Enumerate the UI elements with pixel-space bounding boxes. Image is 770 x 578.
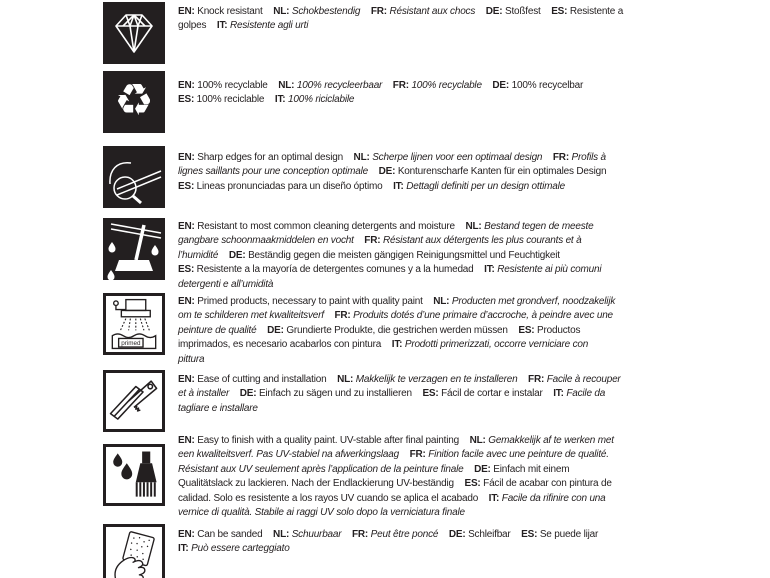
recycle-icon: ♻ — [103, 71, 165, 133]
lang-label: FR: — [392, 80, 409, 91]
feature-text-fr: FR: Produits dotés d’une primaire d’accroche, à peindre avec une peinture de qualité — [178, 310, 613, 336]
lang-label: IT: — [553, 388, 564, 400]
lang-label: FR: — [364, 235, 381, 247]
lang-label: EN: — [178, 6, 195, 17]
feature-text-nl: NL: Scherpe lijnen voor een optimaal design — [353, 152, 543, 163]
feature-row — [103, 2, 625, 64]
lang-label: IT: — [484, 264, 495, 276]
feature-text-it: IT: Dettagli definiti per un design ottimale — [393, 180, 565, 192]
feature-text-it: IT: Prodotti primerizzati, occorre verniciare con pittura — [178, 339, 589, 365]
lang-label: NL: — [278, 80, 295, 91]
feature-text-it: IT: Resistente ai più comuni detergenti e all’umidità — [178, 264, 602, 290]
feature-text-en: EN: Sharp edges for an optimal design — [178, 152, 343, 163]
feature-text-de: DE: Konturenscharfe Kanten für ein optimales Design — [378, 166, 607, 178]
feature-text-nl: NL: Makkelijk te verzagen en te installeren — [337, 374, 518, 385]
feature-text-nl: NL: Schokbestendig — [273, 6, 361, 17]
feature-text-en: EN: Ease of cutting and installation — [178, 374, 327, 385]
lang-label: EN: — [178, 221, 195, 232]
feature-text-nl: NL: Producten met grondverf, noodzakelijk om te schilderen met kwaliteitsverf — [178, 296, 616, 322]
feature-text-es: ES: 100% reciclable — [178, 94, 265, 106]
feature-text-de: DE: Grundierte Produkte, die gestrichen werden müssen — [267, 324, 508, 336]
lang-label: ES: — [551, 6, 568, 17]
feature-text-es: ES: Lineas pronunciadas para un diseño óptimo — [178, 180, 383, 192]
lang-label: IT: — [488, 492, 500, 504]
lang-label: IT: — [178, 543, 189, 555]
feature-text-it: IT: Facile da tagliare e installare — [178, 388, 606, 414]
primer-spray-icon — [103, 293, 165, 355]
lang-label: ES: — [521, 529, 538, 540]
lang-label: DE: — [239, 388, 257, 400]
feature-text-en: EN: Primed products, necessary to paint with quality paint — [178, 296, 423, 307]
saw-cutting-icon — [103, 370, 165, 432]
feature-descriptions — [178, 295, 625, 367]
sharp-edges-icon — [103, 146, 165, 208]
lang-label: IT: — [391, 339, 403, 351]
feature-text-de: DE: Einfach mit einem Qualitätslack zu lackieren. Nach der Endlackierung UV-beständig — [178, 463, 570, 490]
lang-label: ES: — [518, 324, 535, 336]
feature-row — [103, 524, 625, 578]
feature-descriptions — [178, 79, 625, 108]
feature-descriptions — [178, 373, 625, 416]
feature-descriptions — [178, 434, 625, 520]
paint-brush-icon — [103, 444, 165, 506]
lang-label: DE: — [267, 324, 284, 336]
feature-text-it: IT: Facile da rifinire con una vernice di qualità. Stabile ai raggi UV solo dopo la verniciatura finale — [178, 492, 606, 519]
feature-text-en: EN: Can be sanded — [178, 529, 263, 540]
feature-text-de: DE: 100% recycelbar — [492, 80, 584, 91]
lang-label: IT: — [216, 20, 228, 32]
lang-label: FR: — [528, 374, 545, 385]
lang-label: NL: — [273, 6, 290, 17]
feature-row — [103, 146, 625, 208]
lang-label: NL: — [469, 435, 486, 446]
lang-label: FR: — [409, 449, 426, 461]
feature-text-fr: FR: Finition facile avec une peinture de qualité. Résistant aux UV seulement après l’application de la peinture finale — [178, 449, 609, 475]
lang-label: NL: — [465, 221, 482, 232]
feature-text-en: EN: Easy to finish with a quality paint. UV-stable after final painting — [178, 435, 459, 446]
feature-row — [103, 293, 625, 367]
feature-text-nl: NL: 100% recycleerbaar — [278, 80, 383, 91]
lang-label: NL: — [337, 374, 354, 385]
lang-label: ES: — [178, 94, 195, 106]
feature-text-fr: FR: Peut être poncé — [352, 529, 439, 540]
feature-row — [103, 435, 625, 520]
lang-label: NL: — [273, 529, 290, 540]
lang-label: DE: — [378, 166, 396, 178]
lang-label: DE: — [492, 80, 510, 91]
lang-label: EN: — [178, 296, 195, 307]
feature-text-nl: NL: Schuurbaar — [273, 529, 342, 540]
feature-text-en: EN: Knock resistant — [178, 6, 263, 17]
lang-label: EN: — [178, 374, 195, 385]
feature-text-es: ES: Fácil de cortar e instalar — [422, 388, 543, 400]
lang-label: EN: — [178, 435, 195, 446]
lang-label: EN: — [178, 152, 195, 163]
lang-label: FR: — [334, 310, 351, 322]
feature-descriptions — [178, 5, 625, 34]
lang-label: IT: — [393, 180, 404, 192]
lang-label: ES: — [178, 180, 195, 192]
lang-label: DE: — [474, 463, 491, 475]
feature-text-it: IT: Resistente agli urti — [216, 20, 309, 32]
feature-text-it: IT: Può essere carteggiato — [178, 543, 290, 555]
lang-label: DE: — [485, 6, 503, 17]
diamond-icon — [103, 2, 165, 64]
lang-label: DE: — [228, 249, 246, 261]
lang-label: NL: — [353, 152, 370, 163]
feature-text-es: ES: Resistente a la mayoría de detergentes comunes y a la humedad — [178, 264, 474, 276]
feature-row — [103, 370, 625, 432]
feature-descriptions — [178, 220, 625, 292]
sanding-hand-icon — [103, 524, 165, 578]
lang-label: EN: — [178, 529, 195, 540]
mop-icon — [103, 218, 165, 280]
feature-text-es: ES: Fácil de acabar con pintura de calidad. Solo es resistente a los rayos UV cuando se aplica el acabado — [178, 478, 612, 504]
feature-text-de: DE: Einfach zu sägen und zu installieren — [239, 388, 412, 400]
feature-text-it: IT: 100% riciclabile — [274, 94, 355, 106]
lang-label: DE: — [448, 529, 466, 540]
feature-text-fr: FR: Profils à lignes saillants pour une conception optimale — [178, 152, 606, 178]
lang-label: ES: — [422, 388, 439, 400]
lang-label: NL: — [433, 296, 450, 307]
lang-label: ES: — [178, 264, 195, 276]
feature-descriptions — [178, 151, 625, 194]
lang-label: EN: — [178, 80, 195, 91]
feature-text-de: DE: Beständig gegen die meisten gängigen Reinigungsmittel und Feuchtigkeit — [228, 249, 560, 261]
feature-text-fr: FR: Résistant aux chocs — [370, 6, 476, 17]
feature-text-en: EN: 100% recyclable — [178, 80, 268, 91]
feature-row — [103, 218, 625, 292]
lang-label: FR: — [352, 529, 369, 540]
lang-label: FR: — [552, 152, 569, 163]
feature-text-fr: FR: Résistant aux détergents les plus courants et à l’humidité — [178, 235, 582, 261]
lang-label: IT: — [274, 94, 286, 106]
feature-text-es: ES: Resistente a golpes — [178, 6, 624, 32]
feature-text-es: ES: Productos imprimados, es necesario acabarlos con pintura — [178, 324, 581, 351]
feature-text-es: ES: Se puede lijar — [521, 529, 599, 540]
feature-text-de: DE: Schleifbar — [448, 529, 511, 540]
feature-text-fr: FR: Facile à recouper et à installer — [178, 374, 621, 400]
feature-text-de: DE: Stoßfest — [485, 6, 541, 17]
feature-descriptions — [178, 528, 625, 557]
feature-text-nl: NL: Bestand tegen de meeste gangbare schoonmaakmiddelen en vocht — [178, 221, 594, 247]
feature-text-en: EN: Resistant to most common cleaning detergents and moisture — [178, 221, 455, 232]
primed-label: primed — [121, 340, 141, 348]
feature-row — [103, 71, 625, 133]
lang-label: ES: — [464, 478, 481, 490]
lang-label: FR: — [370, 6, 387, 17]
feature-text-nl: NL: Gemakkelijk af te werken met een kwaliteitsverf. Pas UV-stabiel na afwerkingslaag — [178, 435, 614, 461]
feature-text-fr: FR: 100% recyclable — [392, 80, 482, 91]
